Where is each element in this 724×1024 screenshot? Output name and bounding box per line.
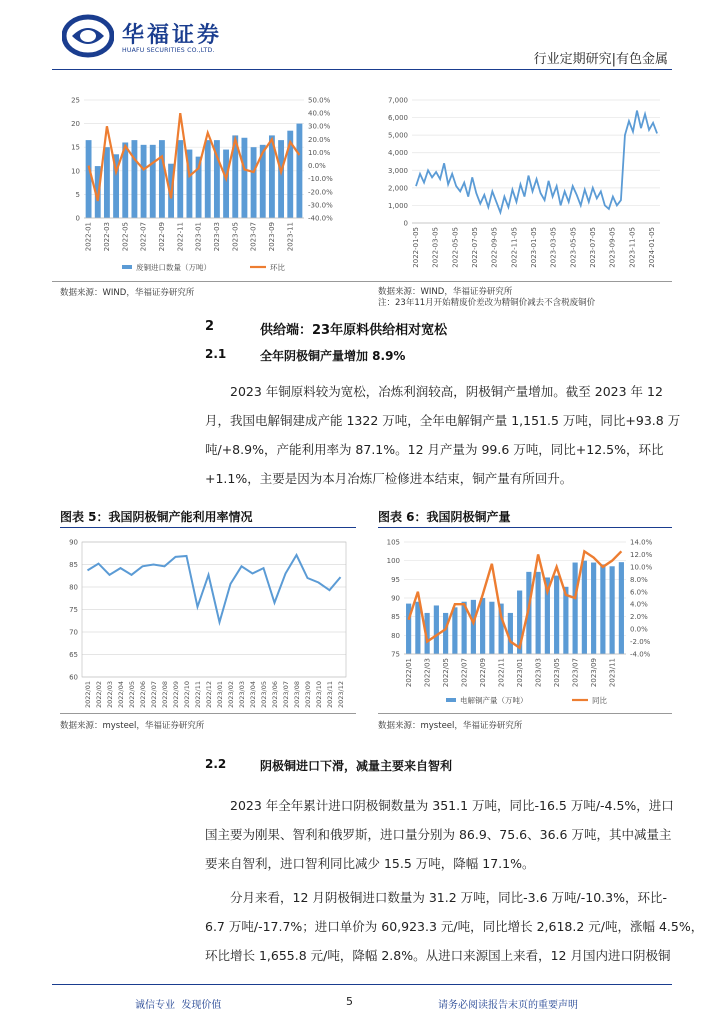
x-tick-label: 2022/11	[194, 681, 202, 709]
x-tick-label: 2023/05	[553, 658, 562, 688]
chart-cathode-capacity-utilization	[58, 532, 356, 710]
figure-5-title: 图表 5：我国阴极铜产能利用率情况	[60, 510, 253, 524]
x-tick-label: 2023-05	[231, 222, 240, 252]
bar	[251, 147, 257, 218]
y2-tick-label: -4.0%	[630, 650, 651, 659]
para-line: 分月来看，12 月阴极铜进口数量为 31.2 万吨，同比-3.6 万吨/-10.3%，环比-	[230, 890, 667, 905]
paragraph-monthly	[205, 883, 704, 970]
x-tick-label: 2022/11	[497, 658, 506, 688]
bar	[104, 147, 110, 218]
legend-swatch-bar	[446, 698, 456, 702]
x-tick-label: 2022/12	[205, 681, 213, 709]
x-tick-label: 2022-09	[157, 222, 166, 252]
y-tick-label: 90	[391, 594, 400, 603]
bar	[296, 124, 302, 218]
x-tick-label: 2022/03	[423, 658, 432, 688]
x-tick-label: 2023/07	[282, 681, 290, 709]
bar	[141, 145, 147, 218]
x-tick-label: 2023-11-05	[628, 227, 637, 268]
y2-tick-label: 40.0%	[308, 109, 331, 118]
bar	[554, 576, 559, 654]
bar	[150, 145, 156, 218]
y-tick-label: 95	[391, 575, 400, 584]
x-tick-label: 2023-01	[194, 222, 203, 252]
fig6-top-rule	[378, 527, 672, 528]
series-line	[416, 111, 657, 213]
section-title: 供给端：23年原料供给相对宽松	[260, 323, 448, 338]
x-tick-label: 2022-01	[84, 222, 93, 252]
x-tick-label: 2023-03	[212, 222, 221, 252]
x-tick-label: 2023/11	[326, 681, 334, 709]
x-tick-label: 2023/03	[534, 658, 543, 688]
y2-tick-label: 30.0%	[308, 122, 331, 131]
y-tick-label: 0	[75, 214, 80, 223]
x-tick-label: 2022/01	[84, 681, 92, 709]
legend-label: 环比	[270, 263, 285, 272]
y-tick-label: 5,000	[387, 131, 408, 140]
y2-tick-label: 10.0%	[308, 148, 331, 157]
bar	[131, 140, 137, 218]
subsection-2-number: 2.2	[205, 757, 227, 771]
x-tick-label: 2023/10	[315, 681, 323, 709]
left-chart-source: 数据来源：WIND，华福证券研究所	[60, 288, 195, 298]
y-tick-label: 90	[69, 538, 78, 547]
para-line: 要来自智利，进口智利同比减少 15.5 万吨，降幅 17.1%。	[205, 856, 535, 871]
y-tick-label: 70	[69, 628, 78, 637]
y-tick-label: 60	[69, 673, 78, 682]
x-tick-label: 2023/03	[238, 681, 246, 709]
logo-en: HUAFU SECURITIES CO.,LTD.	[122, 47, 215, 54]
y-tick-label: 10	[71, 167, 80, 176]
bar	[443, 613, 448, 654]
x-tick-label: 2022-09-05	[490, 227, 499, 268]
x-tick-label: 2023-03-05	[549, 227, 558, 268]
subsection-title: 全年阴极铜产量增加 8.9%	[260, 349, 406, 363]
x-tick-label: 2022-11	[176, 222, 185, 252]
para-line: 月，我国电解铜建成产能 1322 万吨，全年电解铜产量 1,151.5 万吨，同比+93.8 万	[205, 413, 681, 428]
para-line: +1.1%，主要是因为本月冶炼厂检修进本结束，铜产量有所回升。	[205, 471, 573, 486]
x-tick-label: 2023/12	[337, 681, 345, 709]
y2-tick-label: 10.0%	[630, 563, 653, 572]
fig6-bottom-rule	[378, 713, 672, 714]
y2-tick-label: -10.0%	[308, 175, 333, 184]
bar	[591, 563, 596, 654]
y-tick-label: 80	[391, 631, 400, 640]
footer-disclaimer: 请务必阅读报告末页的重要声明	[438, 1000, 578, 1011]
chart-scrap-copper-import	[54, 88, 354, 280]
para-line: 6.7 万吨/-17.7%；进口单价为 60,923.3 元/吨，同比增长 2,618.2 元/吨，涨幅 4.5%，	[205, 919, 704, 934]
figure-5-source: 数据来源：mysteel，华福证券研究所	[60, 721, 205, 731]
figure-6-source: 数据来源：mysteel，华福证券研究所	[378, 721, 523, 731]
x-tick-label: 2022-05-05	[451, 227, 460, 268]
x-tick-label: 2023/05	[260, 681, 268, 709]
x-tick-label: 2022-03-05	[431, 227, 440, 268]
x-tick-label: 2022/09	[479, 658, 488, 688]
x-tick-label: 2023/02	[227, 681, 235, 709]
x-tick-label: 2022/10	[183, 681, 191, 709]
x-tick-label: 2022/01	[405, 658, 414, 688]
bar	[452, 607, 457, 654]
right-chart-source: 数据来源：WIND，华福证券研究所	[378, 287, 513, 297]
charts-top-rule	[52, 281, 672, 282]
x-tick-label: 2022/02	[95, 681, 103, 709]
x-tick-label: 2023/01	[516, 658, 525, 688]
y2-tick-label: 20.0%	[308, 135, 331, 144]
figure-6-title: 图表 6：我国阴极铜产量	[378, 510, 511, 524]
x-tick-label: 2023/07	[571, 658, 580, 688]
x-tick-label: 2022/06	[139, 681, 147, 709]
para-line: 2023 年全年累计进口阴极铜数量为 351.1 万吨，同比-16.5 万吨/-4.5%，进口	[230, 798, 674, 813]
y-tick-label: 65	[69, 651, 78, 659]
fig5-bottom-rule	[60, 713, 356, 714]
y2-tick-label: 6.0%	[630, 588, 648, 597]
y2-tick-label: 12.0%	[630, 550, 653, 559]
footer-rule	[52, 984, 672, 985]
bar	[177, 140, 183, 218]
legend-swatch-bar	[122, 265, 132, 269]
y-tick-label: 75	[391, 650, 400, 659]
bar	[619, 562, 624, 654]
y2-tick-label: -30.0%	[308, 201, 333, 210]
y-tick-label: 15	[71, 143, 80, 152]
x-tick-label: 2023-11	[286, 222, 295, 252]
y-tick-label: 85	[391, 613, 400, 622]
y-tick-label: 6,000	[387, 114, 408, 123]
bar	[573, 563, 578, 654]
right-chart-note: 注：23年11月开始精废价差改为精铜价减去不含税废铜价	[378, 298, 596, 308]
bar	[489, 602, 494, 654]
bar	[205, 140, 211, 218]
y2-tick-label: -40.0%	[308, 214, 333, 223]
x-tick-label: 2022-07-05	[471, 227, 479, 268]
logo-cn: 华福证券	[122, 23, 223, 48]
report-category: 行业定期研究|有色金属	[533, 52, 668, 67]
x-tick-label: 2024-01-05	[648, 227, 656, 268]
x-tick-label: 2022/05	[128, 681, 136, 709]
legend-label: 废铜进口数量（万吨）	[136, 263, 211, 272]
bar	[480, 598, 485, 654]
y2-tick-label: 0.0%	[630, 625, 648, 634]
y2-tick-label: 4.0%	[630, 600, 648, 609]
x-tick-label: 2022/07	[460, 658, 469, 688]
y2-tick-label: 8.0%	[630, 575, 648, 584]
x-tick-label: 2023-07-05	[589, 227, 597, 268]
para-line: 国主要为刚果、智利和俄罗斯，进口量分别为 86.9、75.6、36.6 万吨，其中减量主	[205, 827, 672, 842]
y-tick-label: 2,000	[387, 184, 408, 193]
paragraph-output	[205, 377, 681, 493]
series-line	[88, 555, 341, 622]
x-tick-label: 2023/09	[304, 681, 312, 709]
bar	[223, 150, 229, 218]
y2-tick-label: 0.0%	[308, 162, 326, 171]
bar	[600, 564, 605, 654]
y2-tick-label: 50.0%	[308, 96, 331, 105]
bar	[241, 138, 247, 218]
para-line: 环比增长 1,655.8 元/吨，降幅 2.8%。从进口来源国上来看，12 月国内进口阴极铜	[205, 948, 671, 963]
chart-cathode-output	[376, 532, 672, 710]
x-tick-label: 2022/05	[442, 658, 451, 688]
y-tick-label: 85	[69, 561, 78, 569]
bar	[610, 566, 615, 654]
y-tick-label: 80	[69, 583, 78, 592]
bar	[415, 602, 420, 654]
legend-label: 电解铜产量（万吨）	[460, 696, 528, 705]
y-tick-label: 0	[403, 219, 408, 228]
x-tick-label: 2022/07	[150, 681, 158, 709]
x-tick-label: 2022-03	[102, 222, 111, 252]
y-tick-label: 25	[71, 96, 80, 105]
bar	[563, 587, 568, 654]
header-rule	[52, 69, 672, 70]
x-tick-label: 2023/09	[590, 658, 599, 688]
bar	[159, 140, 165, 218]
logo-emblem-icon	[62, 14, 114, 58]
y-tick-label: 1,000	[387, 201, 408, 210]
x-tick-label: 2022-07	[139, 222, 148, 252]
x-tick-label: 2023/04	[249, 681, 257, 709]
y2-tick-label: -20.0%	[308, 188, 333, 197]
bar	[582, 561, 587, 654]
x-tick-label: 2022/03	[106, 681, 114, 709]
x-tick-label: 2022-11-05	[510, 227, 519, 268]
bar	[536, 572, 541, 654]
subsection-2-title: 阴极铜进口下滑，减量主要来自智利	[260, 759, 453, 773]
y-tick-label: 20	[71, 120, 80, 129]
y-tick-label: 75	[69, 606, 78, 614]
x-tick-label: 2022/09	[172, 681, 180, 709]
legend-label: 同比	[592, 696, 607, 705]
para-line: 2023 年铜原料较为宽松，冶炼利润较高，阴极铜产量增加。截至 2023 年 12	[230, 384, 663, 399]
y-tick-label: 3,000	[387, 166, 408, 175]
company-logo	[62, 14, 252, 60]
x-tick-label: 2023-09-05	[608, 227, 617, 268]
subsection-number: 2.1	[205, 347, 227, 361]
chart-refined-scrap-spread	[370, 88, 670, 280]
footer-slogan: 诚信专业 发现价值	[135, 1000, 222, 1011]
x-tick-label: 2023-05-05	[569, 227, 578, 268]
y2-tick-label: 2.0%	[630, 613, 648, 622]
page-number: 5	[346, 995, 353, 1008]
y-tick-label: 7,000	[387, 96, 408, 105]
fig5-top-rule	[60, 527, 356, 528]
y-tick-label: 5	[75, 190, 80, 199]
series-line	[409, 551, 622, 647]
x-tick-label: 2023-07	[249, 222, 258, 252]
x-tick-label: 2023-09	[267, 222, 276, 252]
x-tick-label: 2023/08	[293, 681, 301, 709]
para-line: 吨/+8.9%，产能利用率为 87.1%。12 月产量为 99.6 万吨，同比+12.5%，环比	[205, 442, 664, 457]
x-tick-label: 2022-05	[121, 222, 130, 252]
paragraph-imports	[205, 791, 675, 878]
bar	[278, 140, 284, 218]
section-number: 2	[205, 319, 215, 334]
x-tick-label: 2022/08	[161, 681, 169, 709]
x-tick-label: 2023/01	[216, 681, 224, 709]
y-tick-label: 100	[386, 557, 400, 566]
x-tick-label: 2023-01-05	[530, 227, 538, 268]
bar	[434, 605, 439, 654]
bar	[86, 140, 92, 218]
y-tick-label: 4,000	[387, 149, 408, 158]
x-tick-label: 2022-01-05	[412, 227, 420, 268]
y2-tick-label: -2.0%	[630, 638, 651, 647]
x-tick-label: 2022/04	[117, 681, 125, 709]
bar	[471, 600, 476, 654]
x-tick-label: 2023/11	[608, 658, 617, 688]
y2-tick-label: 14.0%	[630, 538, 653, 547]
series-line	[89, 113, 300, 201]
y-tick-label: 105	[386, 538, 400, 547]
x-tick-label: 2023/06	[271, 681, 279, 709]
